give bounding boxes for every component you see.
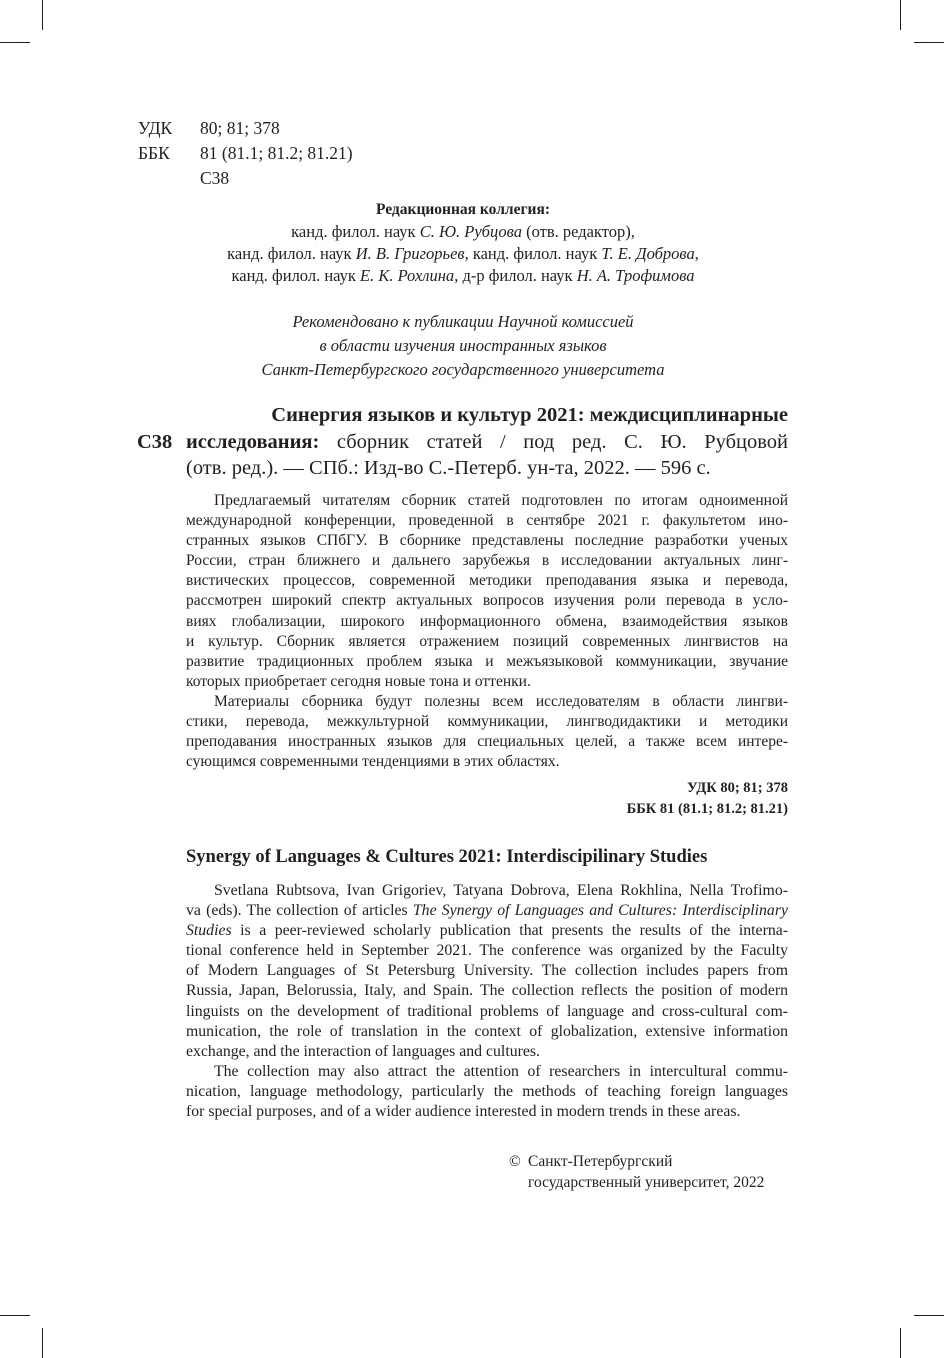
recommendation-line-2: в области изучения иностранных языков: [319, 336, 607, 355]
recommendation-line-1: Рекомендовано к публикации Научной комиссией: [292, 312, 634, 331]
crop-mark-bottom-right-h: [914, 1315, 944, 1316]
english-abstract: [186, 881, 788, 1122]
editorial-board-line-1: канд. филол. наук С. Ю. Рубцова (отв. редактор),: [291, 222, 635, 241]
bbk-label: ББК: [138, 143, 170, 163]
author-mark: С38: [200, 168, 230, 188]
citation: [186, 402, 788, 482]
abstract-ru-paragraph-1: Предлагаемый читателям сборник статей подготовлен по итогам одноименной международной конференции, проведенной в сентябре 2021 г. факультетом ино- странных языков СПбГУ. В сборнике представлены последние разработки ученых России, стран ближнего и дальнего зарубежья в исследовании актуальных линг- вистических процессов, современной методики преподавания языка и перевода, рассмотрен широкий спектр актуальных вопросов изучения роли перевода в усло- виях глобализации, широкого информационного обмена, взаимодействия языков и культур. Сборник является отражением позиций современных лингвистов на развитие традиционных проблем языка и межъязыковой коммуникации, звучание которых приобретает сегодня новые тона и оттенки.: [186, 492, 788, 690]
copyright: [509, 1151, 764, 1193]
editorial-board-line-2: канд. филол. наук И. В. Григорьев, канд. филол. наук Т. Е. Доброва,: [227, 244, 699, 263]
codes-right-bbk: ББК 81 (81.1; 81.2; 81.21): [626, 801, 788, 817]
udk-row: [138, 116, 280, 141]
recommendation-line-3: Санкт-Петербургского государственного университета: [261, 360, 665, 379]
copyright-symbol: ©: [509, 1153, 521, 1170]
citation-mark: С38: [137, 431, 173, 453]
udk-label: УДК: [138, 118, 173, 138]
citation-line-3: (отв. ред.). — СПб.: Изд-во С.-Петерб. ун-та, 2022. — 596 с.: [186, 457, 711, 479]
editorial-board-title: Редакционная коллегия:: [375, 201, 550, 218]
crop-mark-top-right-h: [914, 42, 944, 43]
crop-mark-top-left-v: [42, 0, 43, 30]
copyright-line-1: Санкт-Петербургский: [528, 1153, 673, 1170]
english-abstract-paragraph-2: The collection may also attract the attention of researchers in intercultural commu- nication, language methodology, particularly the methods of teaching foreign languages for special purposes, and of a wider audience interested in modern trends in these areas.: [186, 1062, 788, 1121]
crop-mark-bottom-left-v: [42, 1328, 43, 1358]
editorial-board-line-3: канд. филол. наук Е. К. Рохлина, д-р филол. наук Н. А. Трофимова: [231, 266, 695, 285]
crop-mark-top-left-h: [0, 42, 30, 43]
recommendation: [140, 310, 786, 382]
abstract-ru-paragraph-2: Материалы сборника будут полезны всем исследователям в области лингви- стики, перевода, межкультурной коммуникации, лингводидактики и методики преподавания иностранных языков для специальных целей, а также всем интере- сующимся современными тенденциями в этих областях.: [186, 692, 788, 771]
english-title: Synergy of Languages & Cultures 2021: Interdiscipilinary Studies: [186, 847, 708, 867]
bbk-row: [138, 141, 353, 166]
crop-mark-bottom-right-v: [900, 1328, 901, 1358]
author-mark-row: [138, 166, 229, 191]
abstract-ru: [186, 491, 788, 772]
copyright-line-2: государственный университет, 2022: [528, 1174, 765, 1191]
bbk-value: 81 (81.1; 81.2; 81.21): [200, 143, 353, 163]
citation-title-line: Синергия языков и культур 2021: междисциплинарные: [271, 404, 788, 426]
crop-mark-bottom-left-h: [0, 1315, 30, 1316]
udk-value: 80; 81; 378: [200, 118, 280, 138]
codes-right: [186, 778, 788, 820]
citation-line-2: исследования: сборник статей / под ред. С. Ю. Рубцовой: [186, 430, 788, 453]
crop-mark-top-right-v: [900, 0, 901, 30]
english-abstract-paragraph-1: Svetlana Rubtsova, Ivan Grigoriev, Tatyana Dobrova, Elena Rokhlina, Nella Trofimo- va (eds). The collection of articles The Synergy of Languages and Cultures: Interdisciplinary Studies is a peer-reviewed scholarly publication that presents the results of the interna- tional conference held in September 2021. The conference was organized by the Faculty of Modern Languages of St Petersburg University. The collection includes papers from Russia, Japan, Belorussia, Italy, and Spain. The collection reflects the position of modern linguists on the development of traditional problems of language and cross-cultural com- munication, the role of translation in the context of globalization, extensive information exchange, and the interaction of languages and cultures.: [186, 882, 788, 1060]
codes-right-udk: УДК 80; 81; 378: [687, 780, 788, 796]
editorial-board: [140, 199, 786, 287]
